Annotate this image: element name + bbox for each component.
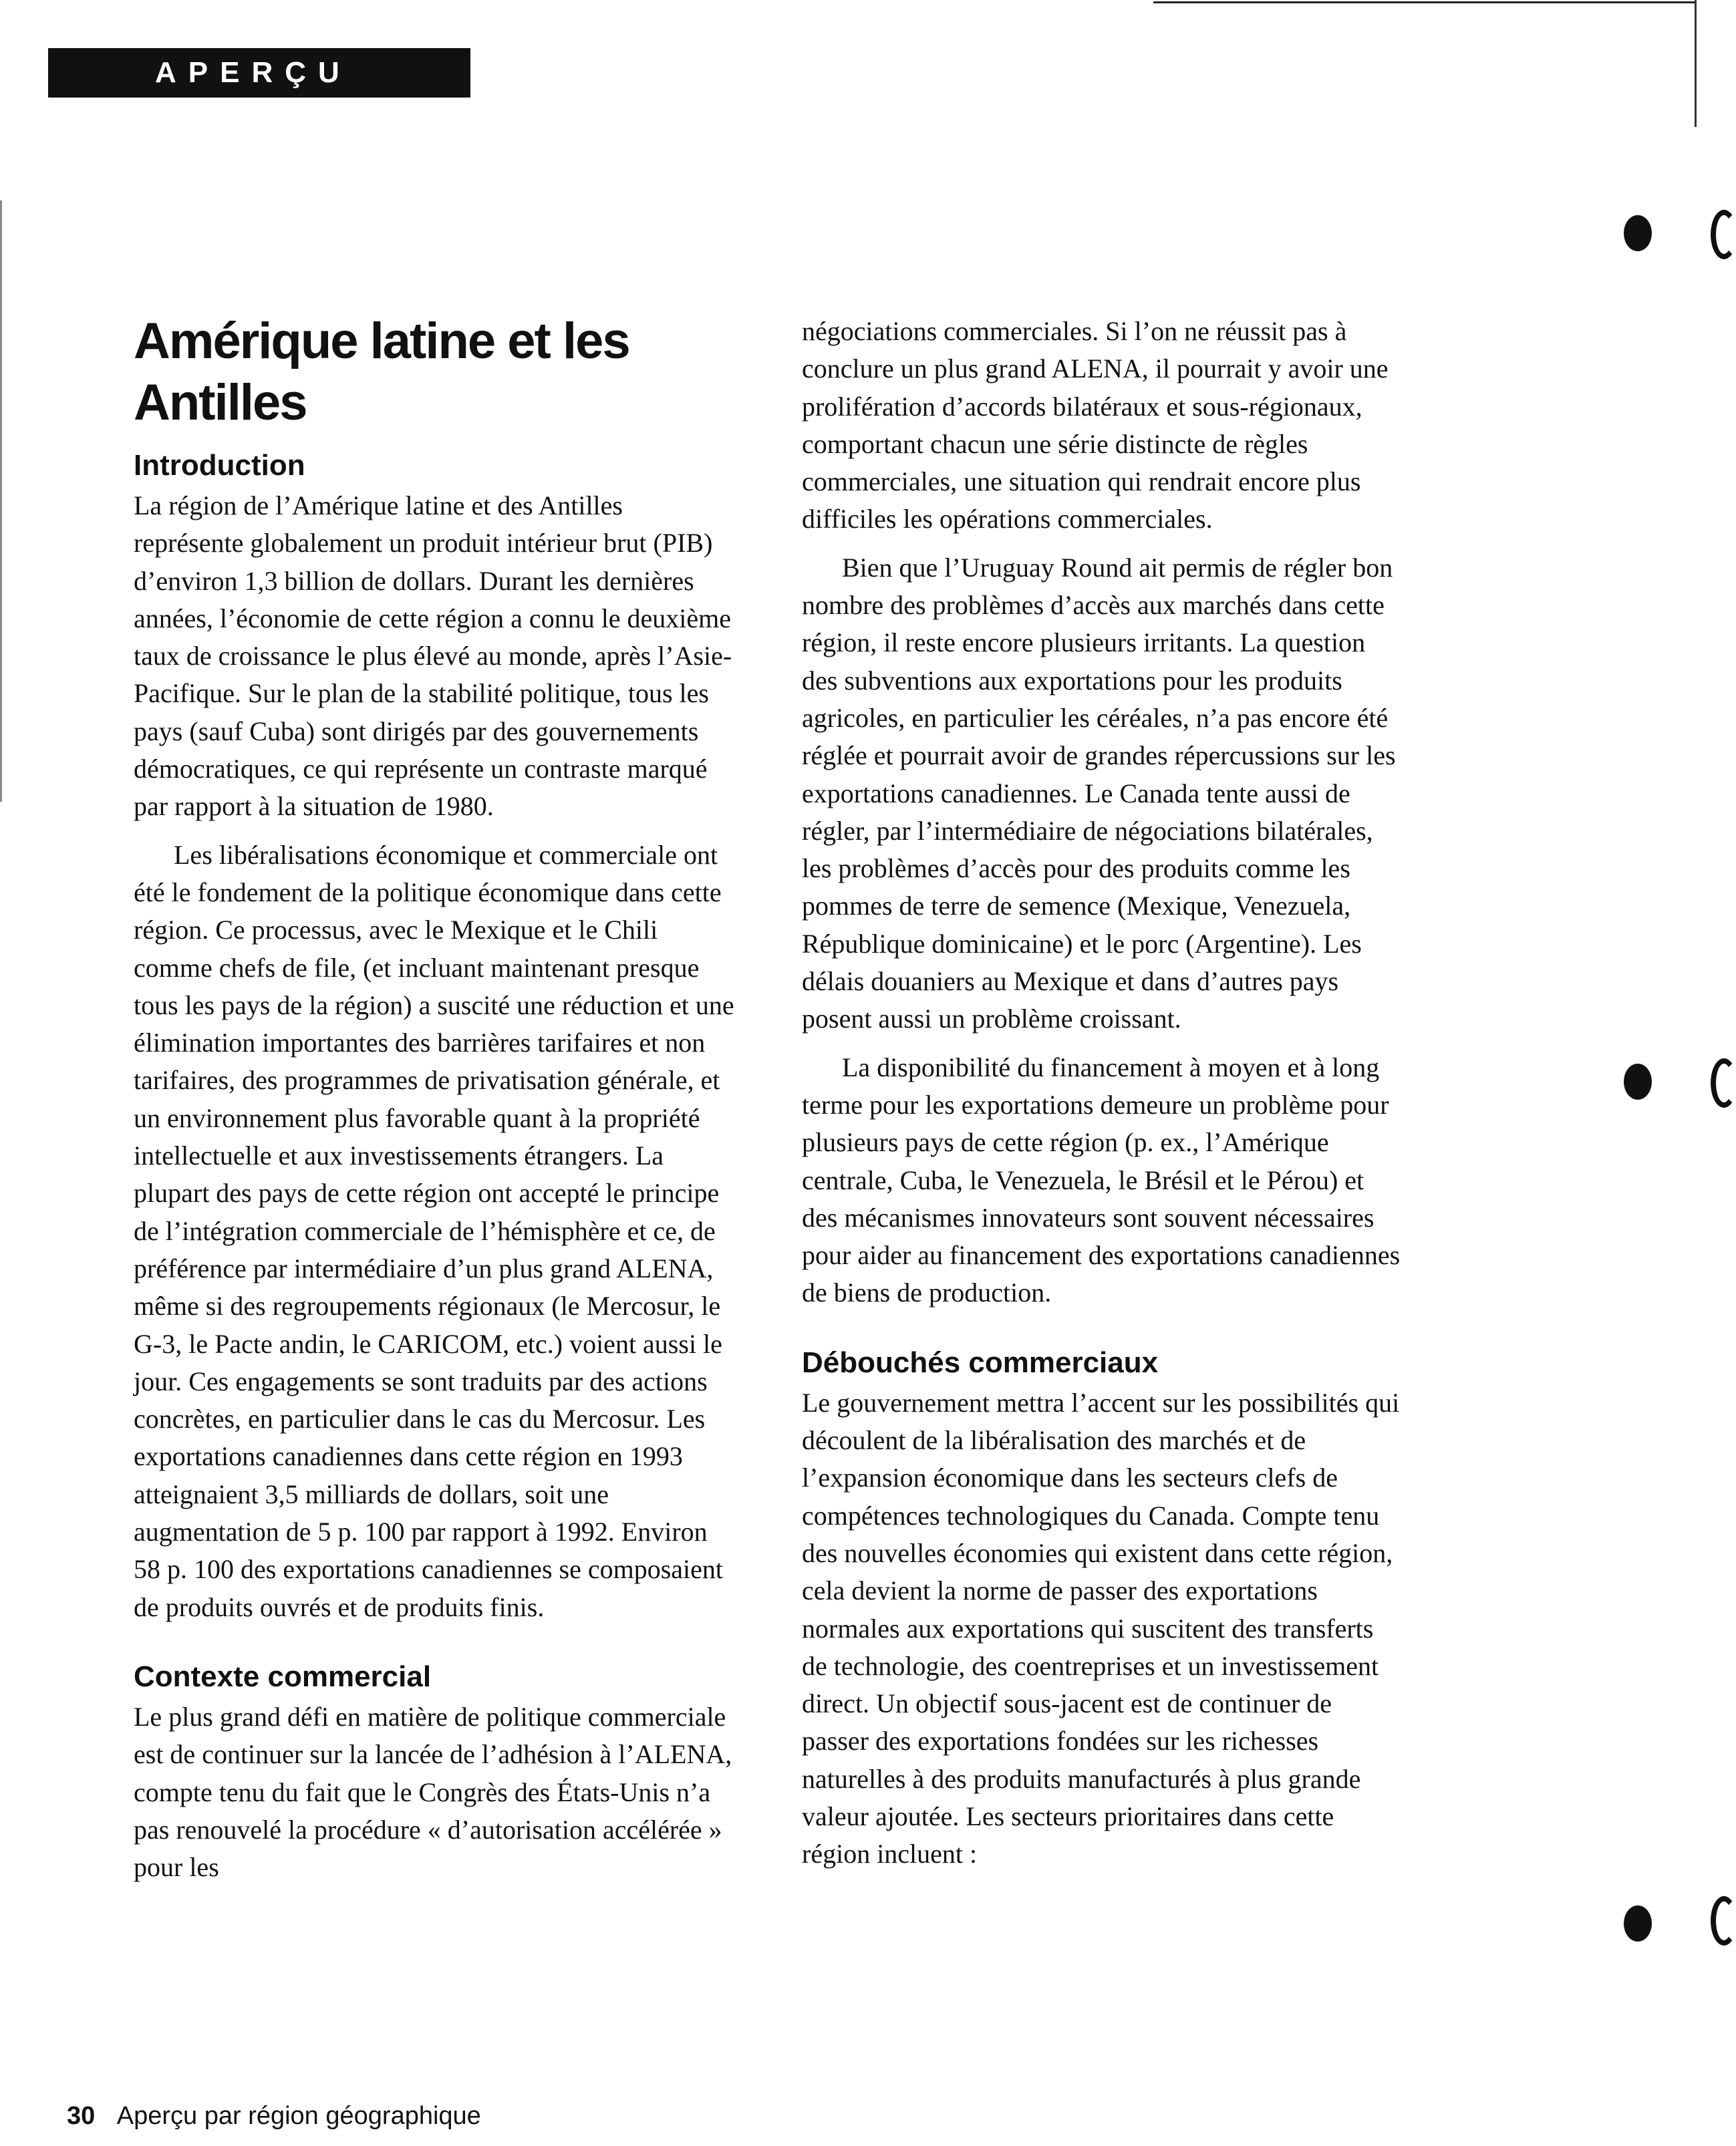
paragraph-part-1: Le plus grand défi en matière de politique commerciale est de continuer sur la lancée de l’adhésion à l’ALENA, compte tenu du fait que le Congrès des États-Unis n’a pas renouvelé la procédure « d’autorisation accélérée » pour les [134, 1701, 732, 1883]
section-banner-label: APERÇU [155, 56, 351, 89]
page-number: 30 [67, 2102, 96, 2130]
binder-hole-icon [1624, 1064, 1652, 1100]
footer-section-label: Aperçu par région géographique [116, 2102, 481, 2130]
binder-ring-icon [1711, 1058, 1736, 1108]
paragraph: La disponibilité du financement à moyen et à long terme pour les exportations demeure un problème pour plusieurs pays de cette région (p. ex., l’Amérique centrale, Cuba, le Venezuela, le Brésil et le Pérou) et des mécanismes innovateurs sont souvent nécessaires pour aider au financement des exportations canadiennes de biens de production. [802, 1052, 1401, 1308]
binder-ring-icon [1711, 1896, 1736, 1946]
page-title: Amérique latine et les Antilles [134, 313, 629, 431]
page-edge-line [1695, 0, 1697, 127]
page-footer [67, 2102, 481, 2131]
paragraph: Les libéralisations économique et commerciale ont été le fondement de la politique économique dans cette région. Ce processus, avec le Mexique et le Chili comme chefs de file, (et incluant maintenant presque tous les pays de la région) a suscité une réduction et une élimination importantes des barrières tarifaires et non tarifaires, des programmes de privatisation générale, et un environnement plus favorable quant à la propriété intellectuelle et aux investissements étrangers. La plupart des pays de cette région ont accepté le principe de l’intégration commerciale de l’hémisphère et ce, de préférence par intermédiaire d’un plus grand ALENA, même si des regroupements régionaux (le Mercosur, le G-3, le Pacte andin, le CARICOM, etc.) voient aussi le jour. Ces engagements se sont traduits par des actions concrètes, en particulier dans le cas du Mercosur. Les exportations canadiennes dans cette région en 1993 atteignaient 3,5 milliards de dollars, soit une augmentation de 5 p. 100 par rapport à 1992. Environ 58 p. 100 des exportations canadiennes se composaient de produits ouvrés et de produits finis. [134, 839, 734, 1622]
right-column [802, 313, 1403, 1884]
binder-hole-icon [1624, 215, 1652, 251]
binder-hole-icon [1624, 1905, 1652, 1942]
page-edge-line [0, 200, 2, 802]
heading-introduction: Introduction [134, 449, 305, 482]
section-banner [48, 48, 470, 98]
binder-ring-icon [1711, 210, 1736, 259]
paragraph: Le gouvernement mettra l’accent sur les possibilités qui découlent de la libéralisation des marchés et de l’expansion économique dans les secteurs clefs de compétences technologiques du Canada. Compte tenu des nouvelles économies qui existent dans cette région, cela devient la norme de passer des exportations normales aux exportations qui suscitent des transferts de technologie, des coentreprises et un investissement direct. Un objectif sous-jacent est de continuer de passer des exportations fondées sur les richesses naturelles à des produits manufacturés à plus grande valeur ajoutée. Les secteurs prioritaires dans cette région incluent : [802, 1387, 1400, 1869]
paragraph: La région de l’Amérique latine et des Antilles représente globalement un produit intérieur brut (PIB) d’environ 1,3 billion de dollars. Durant les dernières années, l’économie de cette région a connu le deuxième taux de croissance le plus élevé au monde, après l’Asie-Pacifique. Sur le plan de la stabilité politique, tous les pays (sauf Cuba) sont dirigés par des gouvernements démocratiques, ce qui représente un contraste marqué par rapport à la situation de 1980. [134, 490, 732, 822]
paragraph-part-2: négociations commerciales. Si l’on ne réussit pas à conclure un plus grand ALENA, il pourrait y avoir une prolifération d’accords bilatéraux et sous-régionaux, comportant chacun une série distincte de règles commerciales, une situation qui rendrait encore plus difficiles les opérations commerciales. [802, 316, 1389, 534]
heading-debouches-commerciaux: Débouchés commerciaux [802, 1346, 1159, 1379]
paragraph: Bien que l’Uruguay Round ait permis de régler bon nombre des problèmes d’accès aux marchés dans cette région, il reste encore plusieurs irritants. La question des subventions aux exportations pour les produits agricoles, en particulier les céréales, n’a pas encore été réglée et pourrait avoir de grandes répercussions sur les exportations canadiennes. Le Canada tente aussi de régler, par l’intermédiaire de négociations bilatérales, les problèmes d’accès pour des produits comme les pommes de terre de semence (Mexique, Venezuela, République dominicaine) et le porc (Argentine). Les délais douaniers au Mexique et dans d’autres pays posent aussi un problème croissant. [802, 552, 1396, 1034]
heading-contexte-commercial: Contexte commercial [134, 1660, 432, 1693]
left-column [134, 311, 735, 1897]
top-rule [1153, 1, 1696, 3]
